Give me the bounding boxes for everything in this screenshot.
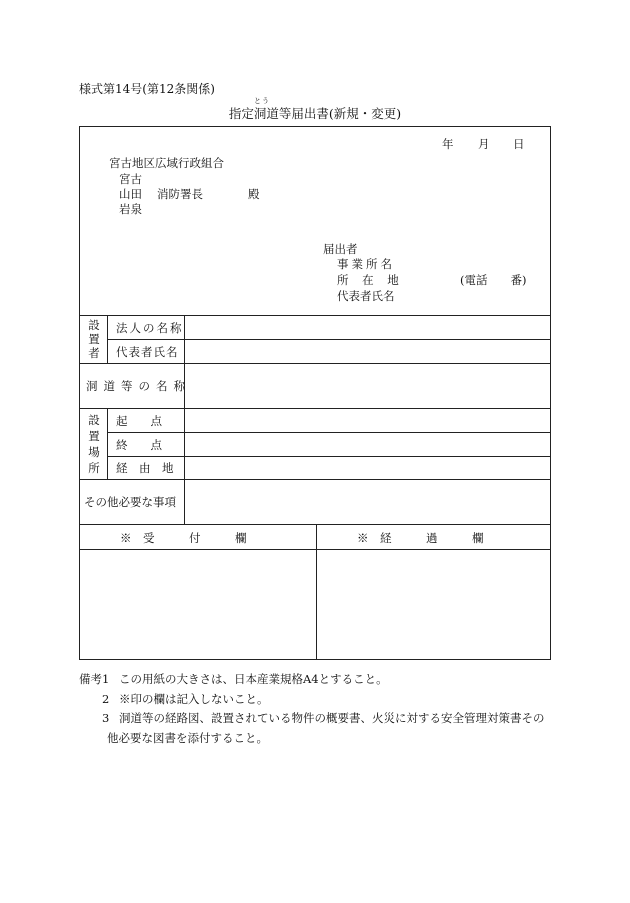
addressee-honorific: 殿	[248, 187, 260, 201]
tunnel-name-label: 洞道等の名称	[86, 379, 191, 393]
rule-other-bottom	[80, 524, 550, 525]
end-label: 終 点	[116, 438, 162, 452]
note-3-text-line2: 他必要な図書を添付すること。	[107, 730, 268, 745]
vline-label-col	[184, 315, 185, 524]
addressee-city1: 宮古	[119, 172, 142, 186]
form-box	[79, 126, 551, 660]
rule-top-table	[80, 315, 550, 316]
vline-location	[107, 408, 108, 479]
notes	[79, 670, 545, 748]
applicant-label: 届出者	[323, 242, 358, 256]
addressee-city2: 山田	[119, 187, 142, 201]
note-3	[79, 709, 545, 729]
title-ruby: とう	[254, 97, 270, 105]
rule-name-bottom	[80, 408, 550, 409]
note-2-text: ※印の欄は記入しないこと。	[119, 691, 269, 706]
rule-installer-mid	[107, 339, 550, 340]
applicant-rep-label: 代表者氏名	[337, 289, 395, 303]
addressee-chief: 消防署長	[157, 187, 203, 201]
rule-installer-bottom	[80, 363, 550, 364]
corp-name-label: 法人の名称	[116, 321, 184, 335]
rule-location-1	[107, 432, 550, 433]
note-3-num: 3	[102, 711, 110, 725]
rule-location-2	[107, 456, 550, 457]
note-3-text-line1: 洞道等の経路図、設置されている物件の概要書、火災に対する安全管理対策書その	[119, 711, 545, 725]
start-label: 起 点	[116, 414, 162, 428]
reception-header: ※ 受 付 欄	[120, 531, 247, 545]
vline-bottom-split	[316, 524, 317, 660]
via-label: 経 由 地	[116, 461, 174, 475]
note-1-prefix: 備考1	[79, 672, 110, 686]
location-label: 設置場所	[88, 413, 100, 475]
date-year: 年	[442, 137, 454, 151]
addressee-org: 宮古地区広域行政組合	[109, 156, 224, 170]
date-month: 月	[478, 137, 490, 151]
note-2	[79, 690, 269, 710]
rule-location-bottom	[80, 479, 550, 480]
form-number: 様式第14号(第12条関係)	[79, 82, 215, 96]
form-title: 指定洞道等届出書(新規・変更)	[228, 106, 402, 121]
note-1	[79, 670, 388, 690]
progress-header: ※ 経 過 欄	[357, 531, 484, 545]
rep-name-label: 代表者氏名	[116, 345, 179, 359]
note-3-cont	[79, 729, 268, 749]
applicant-office-label: 事業所名	[337, 257, 395, 271]
note-1-text: この用紙の大きさは、日本産業規格A4とすること。	[119, 672, 388, 686]
note-2-num: 2	[102, 691, 110, 706]
other-label: その他必要な事項	[84, 495, 176, 509]
vline-installer	[107, 315, 108, 363]
applicant-address-label: 所 在 地	[337, 273, 401, 287]
date-day: 日	[513, 137, 525, 151]
rule-header-bottom	[80, 549, 550, 550]
installer-label: 設置者	[88, 318, 100, 360]
addressee-city3: 岩泉	[119, 202, 142, 216]
applicant-phone-label: (電話 番)	[460, 273, 527, 287]
